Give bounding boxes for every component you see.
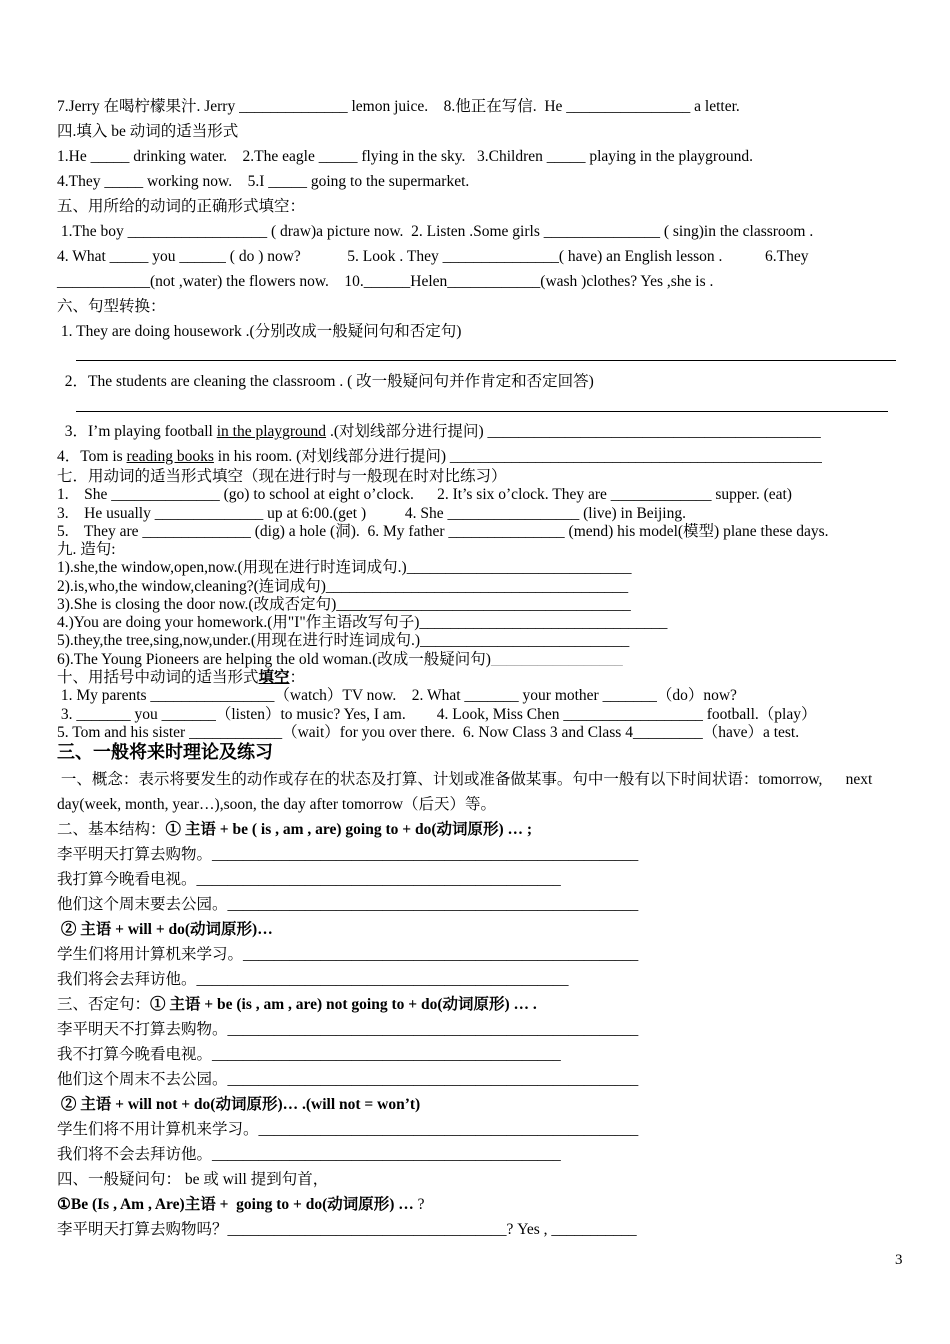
exercise-line: 4.)You are doing your homework.(用"I"作主语改写句子)________________________________: [57, 614, 668, 631]
chapter-title: 三、一般将来时理论及练习: [57, 742, 273, 763]
formula: ② 主语 + will not + do(动词原形)… .(will not = won’t): [57, 1096, 421, 1113]
formula: ① 主语 + be (is , am , are) not going to + do(动词原形) … .: [150, 996, 537, 1013]
exercise-line: 5).they,the tree,sing,now,under.(用现在进行时连词成句.)___________________________: [57, 632, 630, 649]
text: .(对划线部分进行提问) ___________________________________________: [326, 423, 821, 440]
text: 三、否定句：: [57, 996, 151, 1013]
structure-heading: [57, 995, 537, 1015]
answer-line: [76, 411, 888, 412]
section-heading: 九. 造句:: [57, 541, 116, 558]
exercise-line: 李平明天打算去购物。_______________________________________________________: [57, 846, 639, 863]
exercise-line: 2).is,who,the window,cleaning?(连词成句)_______________________________________: [57, 578, 629, 595]
answer-line: [76, 360, 896, 361]
exercise-line: 5. Tom and his sister ____________（wait）for you over there. 6. Now Class 3 and Class 4_________（have）a test.: [57, 724, 800, 741]
section-heading: 四.填入 be 动词的适当形式: [57, 123, 239, 140]
structure-heading: [57, 820, 532, 840]
exercise-line: 我打算今晚看电视。_______________________________________________: [57, 871, 561, 888]
exercise-line: ____________(not ,water) the flowers now. 10.______Helen____________(wash )clothes? Yes ,she is .: [57, 273, 714, 290]
exercise-line: 5. They are ______________ (dig) a hole (洞). 6. My father _______________ (mend) his model(模型) plane these days.: [57, 523, 829, 540]
exercise-line: 1. She ______________ (go) to school at eight o’clock. 2. It’s six o’clock. They are _____________ supper. (eat): [57, 486, 792, 503]
exercise-line: 我不打算今晚看电视。_____________________________________________: [57, 1046, 561, 1063]
structure-heading: 四、一般疑问句： be 或 will 提到句首，: [57, 1171, 329, 1188]
exercise-line: 2．The students are cleaning the classroom . ( 改一般疑问句并作肯定和否定回答): [57, 373, 594, 390]
section-heading: 七．用动词的适当形式填空（现在进行时与一般现在时对比练习）: [57, 468, 507, 485]
text: 4．Tom is: [57, 448, 127, 465]
exercise-line: 我们将不会去拜访他。_____________________________________________: [57, 1146, 561, 1163]
formula: ② 主语 + will + do(动词原形)…: [57, 921, 273, 938]
exercise-line: 1).she,the window,open,now.(用现在进行时连词成句.)_____________________________: [57, 559, 632, 576]
paragraph-line: day(week, month, year…),soon, the day after tomorrow（后天）等。: [57, 796, 497, 813]
text: in his room. (对划线部分进行提问) ________________________________________________: [213, 448, 822, 465]
exercise-line: 1.He _____ drinking water. 2.The eagle _____ flying in the sky. 3.Children _____ playing in the playground.: [57, 148, 753, 165]
text: 十、用括号中动词的适当形式: [57, 669, 259, 686]
underlined-phrase: in the playground: [216, 423, 327, 440]
exercise-line: 学生们将不用计算机来学习。_________________________________________________: [57, 1121, 639, 1138]
text: 3．I’m playing football: [57, 423, 217, 440]
section-heading: 五、用所给的动词的正确形式填空：: [57, 198, 306, 215]
exercise-line: 他们这个周末要去公园。_____________________________________________________: [57, 896, 639, 913]
underlined-phrase: reading books: [126, 448, 214, 465]
formula: ① 主语 + be ( is , am , are) going to + do(动词原形) … ;: [165, 821, 533, 838]
structure-heading: [57, 1195, 425, 1215]
exercise-line: 3. _______ you _______（listen）to music? Yes, I am. 4. Look, Miss Chen __________________ football.（play）: [57, 706, 817, 723]
exercise-line: 李平明天不打算去购物。_____________________________________________________: [57, 1021, 639, 1038]
exercise-line: 7.Jerry 在喝柠檬果汁. Jerry ______________ lemon juice. 8.他正在写信. He ________________ a letter.: [57, 98, 740, 115]
formula: ①Be (Is , Am , Are)主语 + going to + do(动词原形) …: [57, 1196, 414, 1213]
exercise-line: 1. My parents ________________（watch）TV now. 2. What _______ your mother _______（do）now?: [57, 687, 737, 704]
exercise-line: 4.They _____ working now. 5.I _____ going to the supermarket.: [57, 173, 470, 190]
text: 二、基本结构：: [57, 821, 166, 838]
page-number: 3: [895, 1252, 903, 1268]
exercise-line: [57, 650, 623, 670]
exercise-line: 3. He usually ______________ up at 6:00.(get ) 4. She _________________ (live) in Beijing.: [57, 505, 686, 522]
section-heading: [57, 668, 305, 688]
text: 填空: [258, 669, 290, 686]
section-heading: 六、句型转换：: [57, 298, 166, 315]
text: ：: [289, 669, 306, 686]
exercise-line: 学生们将用计算机来学习。___________________________________________________: [57, 946, 639, 963]
exercise-line: 3).She is closing the door now.(改成否定句)______________________________________: [57, 596, 631, 613]
text: ?: [413, 1196, 425, 1213]
exercise-line: 他们这个周末不去公园。_____________________________________________________: [57, 1071, 639, 1088]
exercise-line: [57, 422, 821, 442]
exercise-line: 我们将会去拜访他。________________________________________________: [57, 971, 569, 988]
exercise-line: 4. What _____ you ______ ( do ) now? 5. Look . They _______________( have) an English lesson . 6.They: [57, 248, 809, 265]
text: 6).The Young Pioneers are helping the old woman.(改成一般疑问句): [57, 651, 491, 668]
exercise-line: 1. They are doing housework .(分别改成一般疑问句和否定句): [57, 323, 462, 340]
exercise-line: 1.The boy __________________ ( draw)a picture now. 2. Listen .Some girls _______________ ( sing)in the classroom .: [57, 223, 814, 240]
exercise-line: 李平明天打算去购物吗？____________________________________? Yes , ___________: [57, 1221, 637, 1238]
answer-blank: _________________: [490, 651, 623, 668]
exercise-line: [57, 447, 822, 467]
paragraph-line: 一、概念：表示将要发生的动作或存在的状态及打算、计划或准备做某事。句中一般有以下时间状语：tomorrow, next: [57, 771, 873, 788]
